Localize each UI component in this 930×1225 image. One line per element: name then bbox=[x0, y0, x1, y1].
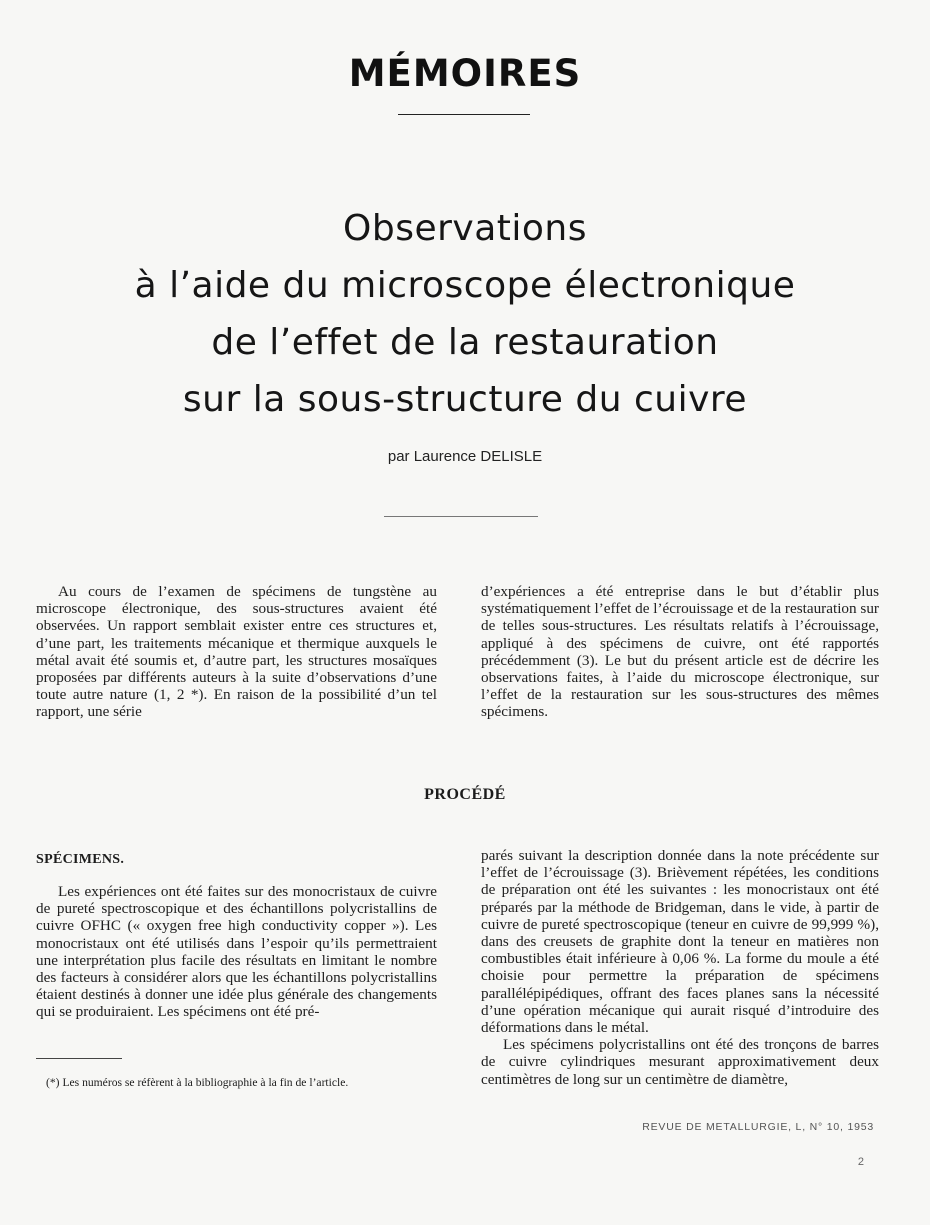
specimens-paragraph-left: Les expériences ont été faites sur des monocristaux de cuivre de pureté spectroscopique et des échantillons polycristallins de cuivre OFHC (« oxygen free high conductivity copper »). Les monocristaux ont été utilisés dans l’espoir qu’ils permettraient une interprétation plus facile des résultats en limitant le nombre des facteurs à considérer alors que les échantillons polycristallins étaient destinés à donner une idée plus générale des changements qui se produiraient. Les spécimens ont été pré- bbox=[36, 883, 437, 1021]
article-title-line: sur la sous-structure du cuivre bbox=[182, 379, 748, 420]
page-number: 2 bbox=[857, 1156, 864, 1168]
intro-paragraph-left: Au cours de l’examen de spécimens de tungstène au microscope électronique, des sous-structures avaient été observées. Un rapport semblait exister entre ces structures et, d’une part, les traitements mécanique et thermique auxquels le métal avait été soumis et, d’autre part, les structures mosaïques proposées par différents auteurs à la suite d’observations d’une toute autre nature (1, 2 *). En raison de la possibilité d’un tel rapport, une série bbox=[36, 583, 437, 721]
intro-left-column bbox=[36, 583, 437, 721]
specimens-paragraph-right-2: Les spécimens polycristallins ont été des tronçons de barres de cuivre cylindriques mesurant approximativement deux centimètres de long sur un centimètre de diamètre, bbox=[481, 1036, 879, 1088]
section-title: MÉMOIRES bbox=[348, 52, 582, 95]
byline: par Laurence DELISLE bbox=[387, 448, 543, 465]
title-divider bbox=[398, 114, 530, 115]
article-title-line: Observations bbox=[343, 208, 587, 249]
footnote-marker: (*) bbox=[46, 1076, 60, 1089]
intro-paragraph-right: d’expériences a été entreprise dans le but d’établir plus systématiquement l’effet de l’écrouissage et de la restauration sur de telles sous-structures. Les résultats relatifs à l’écrouissage, appliqué à des spécimens de cuivre, ont été rapportés précédemment (3). Le but du présent article est de décrire les observations faites, à l’aide du microscope électronique, sur l’effet de la restauration sur les sous-structures des mêmes spécimens. bbox=[481, 583, 879, 721]
byline-divider bbox=[384, 516, 538, 517]
article-title bbox=[0, 200, 930, 428]
intro-right-column bbox=[481, 583, 879, 721]
subheading-specimens: SPÉCIMENS. bbox=[36, 852, 125, 867]
journal-reference: REVUE DE METALLURGIE, L, N° 10, 1953 bbox=[642, 1121, 874, 1133]
footnote-divider bbox=[36, 1058, 122, 1059]
footnote-text: Les numéros se réfèrent à la bibliographie à la fin de l’article. bbox=[62, 1076, 349, 1089]
footnote bbox=[36, 1076, 437, 1090]
article-title-line: à l’aide du microscope électronique bbox=[134, 265, 796, 306]
specimens-left-column bbox=[36, 883, 437, 1021]
specimens-right-column bbox=[481, 847, 879, 1088]
article-title-line: de l’effet de la restauration bbox=[211, 322, 719, 363]
specimens-paragraph-right-1: parés suivant la description donnée dans la note précédente sur l’effet de l’écrouissage (3). Brièvement répétées, les conditions de préparation ont été les suivantes : les monocristaux ont été préparés par la méthode de Bridgeman, dans le vide, à partir de cuivre de pureté spectroscopique (teneur en cuivre de 99,999 %), dans des creusets de graphite dont la teneur en matières non combustibles était inférieure à 0,06 %. La forme du moule a été choisie pour permettre la préparation de spécimens parallélépipédiques, offrant des faces planes sans la nécessité d’une opération mécanique qui aurait risqué d’introduire des déformations dans le métal. bbox=[481, 847, 879, 1037]
section-heading-procede: PROCÉDÉ bbox=[424, 786, 506, 803]
